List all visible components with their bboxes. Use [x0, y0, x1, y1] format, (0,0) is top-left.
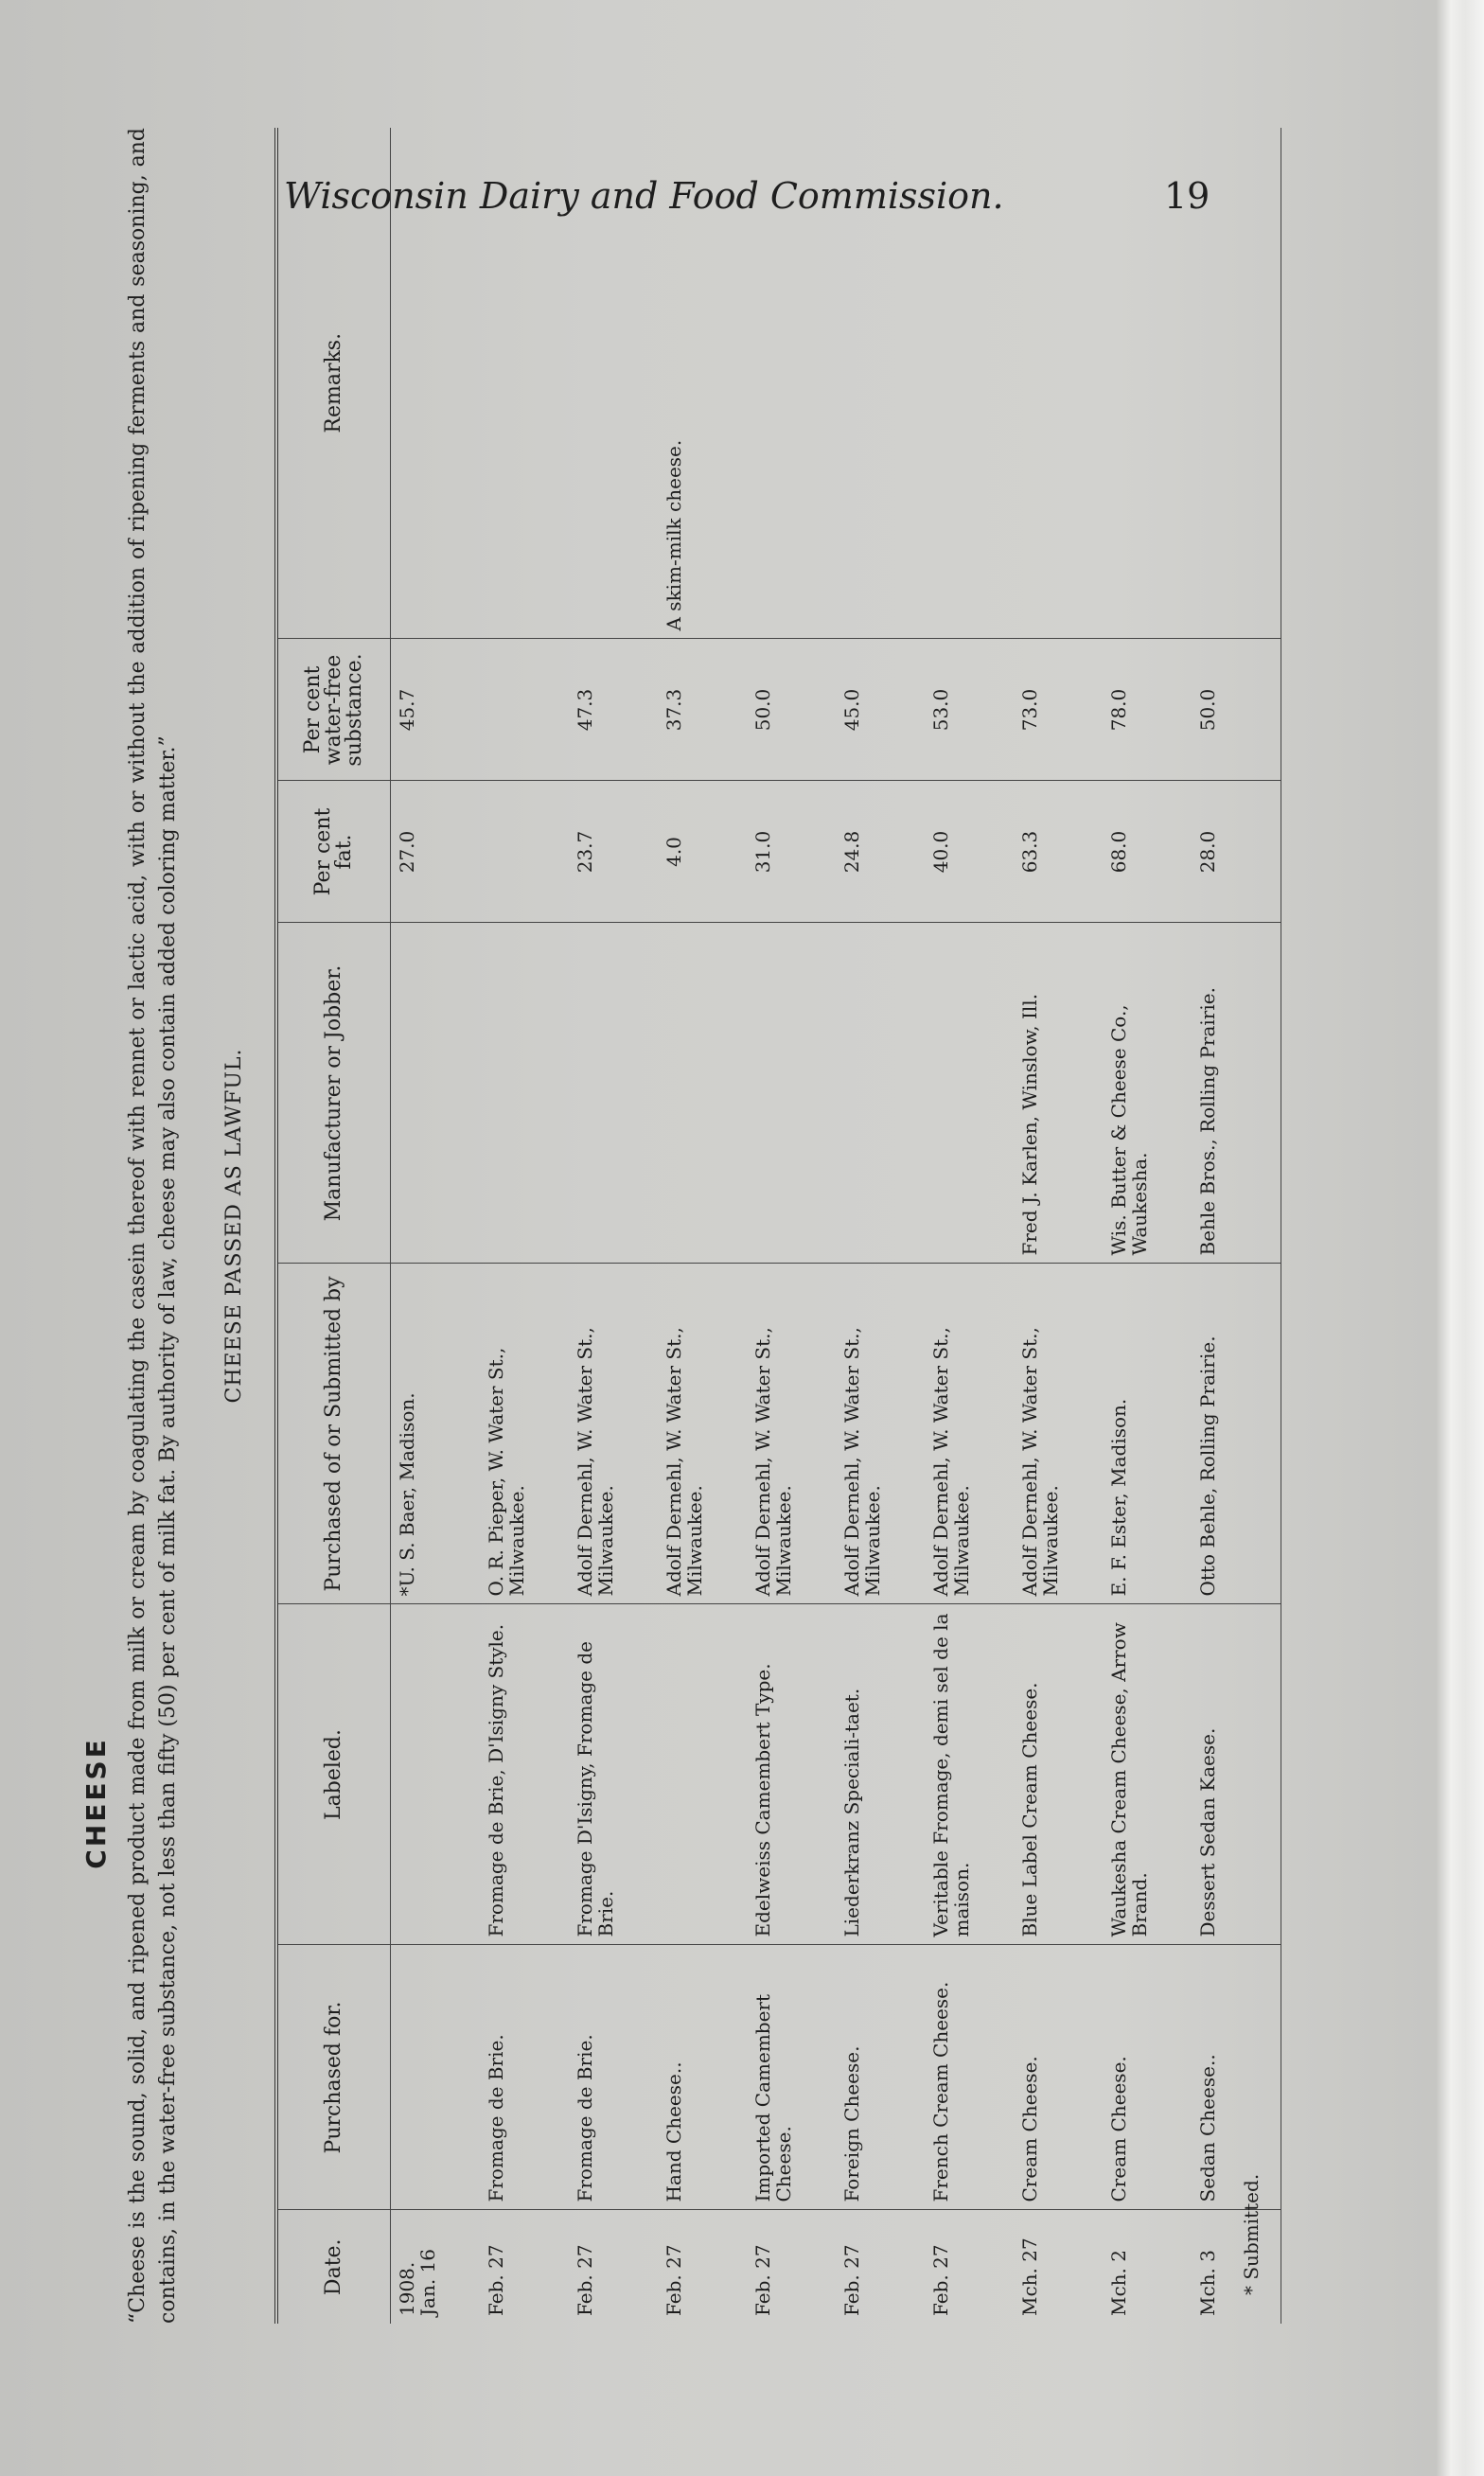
- purchased-of-text: E. F. Ester, Madison.: [1107, 1398, 1130, 1597]
- fat-cell: [836, 781, 925, 923]
- water-free-text: 45.7: [396, 688, 418, 732]
- manufacturer-cell: [1192, 923, 1281, 1264]
- water-free-text: 47.3: [574, 688, 596, 732]
- purchased-of-cell: [1014, 1264, 1103, 1604]
- water-free-text: 78.0: [1107, 688, 1130, 732]
- purchased-of-cell: [836, 1264, 925, 1604]
- purchased-for-cell: [747, 1945, 836, 2210]
- table-row: [925, 128, 1014, 2324]
- manufacturer-cell: [747, 923, 836, 1264]
- remarks-cell: [747, 128, 836, 639]
- remarks-cell: [1103, 128, 1192, 639]
- remarks-text: A skim-milk cheese.: [662, 439, 685, 631]
- footnote: * Submitted.: [1240, 2173, 1263, 2295]
- remarks-cell: [480, 128, 569, 639]
- purchased-of-cell: [480, 1264, 569, 1604]
- labeled-text: Fromage D'Isigny, Fromage de Brie.: [574, 1641, 617, 1937]
- purchased-of-text: Adolf Dernehl, W. Water St., Milwaukee.: [751, 1327, 795, 1597]
- section-title: CHEESE: [80, 1737, 112, 1869]
- col-header-water-free: Per cent water-free substance.: [276, 639, 391, 781]
- date-cell: [925, 2210, 1014, 2324]
- purchased-for-cell: [1192, 1945, 1281, 2210]
- date-text: Feb. 27: [840, 2244, 863, 2316]
- col-header-purchased-for: Purchased for.: [276, 1945, 391, 2210]
- page-number: 19: [1164, 175, 1210, 217]
- purchased-for-text: Fromage de Brie.: [485, 2034, 507, 2202]
- fat-cell: [747, 781, 836, 923]
- fat-text: 27.0: [396, 830, 418, 874]
- labeled-cell: [480, 1604, 569, 1945]
- purchased-of-cell: [1103, 1264, 1192, 1604]
- manufacturer-cell: [1014, 923, 1103, 1264]
- date-text: Feb. 27: [662, 2244, 685, 2316]
- purchased-for-cell: [1014, 1945, 1103, 2210]
- date-text: Feb. 27: [574, 2244, 596, 2316]
- water-free-cell: [1192, 639, 1281, 781]
- purchased-of-text: Adolf Dernehl, W. Water St., Milwaukee.: [662, 1327, 706, 1597]
- purchased-for-cell: [925, 1945, 1014, 2210]
- manufacturer-cell: [925, 923, 1014, 1264]
- manufacturer-cell: [658, 923, 747, 1264]
- manufacturer-text: Fred J. Karlen, Winslow, Ill.: [1018, 993, 1041, 1256]
- labeled-cell: [836, 1604, 925, 1945]
- purchased-for-text: Foreign Cheese.: [840, 2045, 863, 2202]
- col-header-date: Date.: [276, 2210, 391, 2324]
- date-cell: [1192, 2210, 1281, 2324]
- date-text: Feb. 27: [929, 2244, 952, 2316]
- water-free-cell: [1014, 639, 1103, 781]
- labeled-text: Blue Label Cream Cheese.: [1018, 1682, 1041, 1937]
- rotated-content: [80, 128, 1320, 2324]
- fat-cell: [925, 781, 1014, 923]
- purchased-for-text: Fromage de Brie.: [574, 2034, 596, 2202]
- purchased-of-text: *U. S. Baer, Madison.: [396, 1392, 418, 1597]
- remarks-cell: [658, 128, 747, 639]
- fat-cell: [1192, 781, 1281, 923]
- fat-text: 31.0: [751, 830, 774, 874]
- date-cell: [1103, 2210, 1192, 2324]
- manufacturer-text: Wis. Butter & Cheese Co., Waukesha.: [1107, 1004, 1151, 1256]
- fat-cell: [569, 781, 658, 923]
- water-free-cell: [658, 639, 747, 781]
- labeled-cell: [747, 1604, 836, 1945]
- col-header-purchased-of: Purchased of or Submitted by: [276, 1264, 391, 1604]
- table-row: [480, 128, 569, 2324]
- purchased-for-text: Imported Camembert Cheese.: [751, 1993, 795, 2202]
- labeled-cell: [1192, 1604, 1281, 1945]
- purchased-of-text: Otto Behle, Rolling Prairie.: [1196, 1335, 1219, 1597]
- labeled-cell: [569, 1604, 658, 1945]
- purchased-of-text: Adolf Dernehl, W. Water St., Milwaukee.: [840, 1327, 884, 1597]
- purchased-of-text: Adolf Dernehl, W. Water St., Milwaukee.: [929, 1327, 973, 1597]
- purchased-of-cell: [658, 1264, 747, 1604]
- labeled-cell: [391, 1604, 481, 1945]
- purchased-of-cell: [391, 1264, 481, 1604]
- col-header-fat: Per cent fat.: [276, 781, 391, 923]
- fat-cell: [658, 781, 747, 923]
- running-head: Wisconsin Dairy and Food Commission.: [284, 175, 1004, 217]
- table-row: [1192, 128, 1281, 2324]
- purchased-of-text: Adolf Dernehl, W. Water St., Milwaukee.: [574, 1327, 617, 1597]
- purchased-for-text: Cream Cheese.: [1107, 2056, 1130, 2202]
- water-free-text: 50.0: [751, 688, 774, 732]
- date-text: Feb. 27: [751, 2244, 774, 2316]
- manufacturer-cell: [480, 923, 569, 1264]
- purchased-for-cell: [391, 1945, 481, 2210]
- labeled-text: Dessert Sedan Kaese.: [1196, 1727, 1219, 1937]
- date-text: Mch. 2: [1107, 2250, 1130, 2316]
- water-free-cell: [925, 639, 1014, 781]
- purchased-for-text: Cream Cheese.: [1018, 2056, 1041, 2202]
- fat-text: 63.3: [1018, 830, 1041, 874]
- purchased-of-cell: [569, 1264, 658, 1604]
- purchased-of-cell: [925, 1264, 1014, 1604]
- col-header-labeled: Labeled.: [276, 1604, 391, 1945]
- fat-cell: [1014, 781, 1103, 923]
- water-free-cell: [391, 639, 481, 781]
- water-free-cell: [480, 639, 569, 781]
- fat-cell: [480, 781, 569, 923]
- labeled-text: Fromage de Brie, D'Isigny Style.: [485, 1623, 507, 1937]
- date-text: Mch. 27: [1018, 2237, 1041, 2316]
- col-header-manufacturer: Manufacturer or Jobber.: [276, 923, 391, 1264]
- water-free-cell: [1103, 639, 1192, 781]
- table-row: [569, 128, 658, 2324]
- purchased-for-cell: [569, 1945, 658, 2210]
- labeled-text: Veritable Fromage, demi sel de la maison.: [929, 1613, 973, 1937]
- manufacturer-cell: [391, 923, 481, 1264]
- water-free-cell: [747, 639, 836, 781]
- fat-text: 68.0: [1107, 830, 1130, 874]
- fat-text: 28.0: [1196, 830, 1219, 874]
- purchased-of-cell: [1192, 1264, 1281, 1604]
- date-cell: [658, 2210, 747, 2324]
- table-row: [391, 128, 481, 2324]
- purchased-for-text: Sedan Cheese..: [1196, 2054, 1219, 2202]
- fat-text: 40.0: [929, 830, 952, 874]
- table-row: [1103, 128, 1192, 2324]
- water-free-text: 73.0: [1018, 688, 1041, 732]
- purchased-for-cell: [480, 1945, 569, 2210]
- water-free-text: 53.0: [929, 688, 952, 732]
- cheese-table: [274, 128, 1281, 2324]
- date-cell: [480, 2210, 569, 2324]
- fat-cell: [1103, 781, 1192, 923]
- year-label: 1908.: [396, 2261, 418, 2316]
- fat-cell: [391, 781, 481, 923]
- table-header-row: [276, 128, 391, 2324]
- manufacturer-text: Behle Bros., Rolling Prairie.: [1196, 987, 1219, 1256]
- labeled-cell: [1103, 1604, 1192, 1945]
- purchased-for-text: French Cream Cheese.: [929, 1981, 952, 2202]
- water-free-text: 37.3: [662, 688, 685, 732]
- labeled-text: Waukesha Cream Cheese, Arrow Brand.: [1107, 1622, 1151, 1937]
- date-cell: [836, 2210, 925, 2324]
- labeled-text: Liederkranz Speciali-taet.: [840, 1688, 863, 1937]
- manufacturer-cell: [836, 923, 925, 1264]
- date-cell: [569, 2210, 658, 2324]
- table-subtitle: CHEESE PASSED AS LAWFUL.: [222, 1048, 246, 1404]
- remarks-cell: [925, 128, 1014, 639]
- water-free-text: 50.0: [1196, 688, 1219, 732]
- page-binding-edge: [1437, 0, 1484, 2476]
- table-row: [747, 128, 836, 2324]
- fat-text: 4.0: [662, 837, 685, 867]
- labeled-text: Edelweiss Camembert Type.: [751, 1663, 774, 1937]
- date-text: Feb. 27: [485, 2244, 507, 2316]
- purchased-of-text: Adolf Dernehl, W. Water St., Milwaukee.: [1018, 1327, 1062, 1597]
- date-cell: [747, 2210, 836, 2324]
- table-row: [658, 128, 747, 2324]
- labeled-cell: [658, 1604, 747, 1945]
- fat-text: 24.8: [840, 830, 863, 874]
- table-row: [1014, 128, 1103, 2324]
- purchased-of-cell: [747, 1264, 836, 1604]
- remarks-cell: [391, 128, 481, 639]
- fat-text: 23.7: [574, 830, 596, 874]
- table-row: [836, 128, 925, 2324]
- date-text: Jan. 16: [416, 2249, 439, 2316]
- water-free-text: 45.0: [840, 688, 863, 732]
- manufacturer-cell: [569, 923, 658, 1264]
- date-cell: [391, 2210, 481, 2324]
- purchased-of-text: O. R. Pieper, W. Water St., Milwaukee.: [485, 1347, 528, 1597]
- purchased-for-text: Hand Cheese..: [662, 2061, 685, 2202]
- table-body: [391, 128, 1281, 2324]
- purchased-for-cell: [836, 1945, 925, 2210]
- remarks-cell: [1192, 128, 1281, 639]
- purchased-for-cell: [1103, 1945, 1192, 2210]
- manufacturer-cell: [1103, 923, 1192, 1264]
- purchased-for-cell: [658, 1945, 747, 2210]
- remarks-cell: [836, 128, 925, 639]
- water-free-cell: [836, 639, 925, 781]
- date-text: Mch. 3: [1196, 2250, 1219, 2316]
- remarks-cell: [1014, 128, 1103, 639]
- labeled-cell: [1014, 1604, 1103, 1945]
- remarks-cell: [569, 128, 658, 639]
- water-free-cell: [569, 639, 658, 781]
- cheese-definition: “Cheese is the sound, solid, and ripened product made from milk or cream by coagulating the casein thereof with rennet or lactic acid, with or without the addition of ripening ferments and seasoning, and contains, in the water-free substance, not less than fifty (50) per cent of milk fat. By authority of law, cheese may also contain added coloring matter.”: [126, 128, 180, 2324]
- date-cell: [1014, 2210, 1103, 2324]
- labeled-cell: [925, 1604, 1014, 1945]
- col-header-remarks: Remarks.: [276, 128, 391, 639]
